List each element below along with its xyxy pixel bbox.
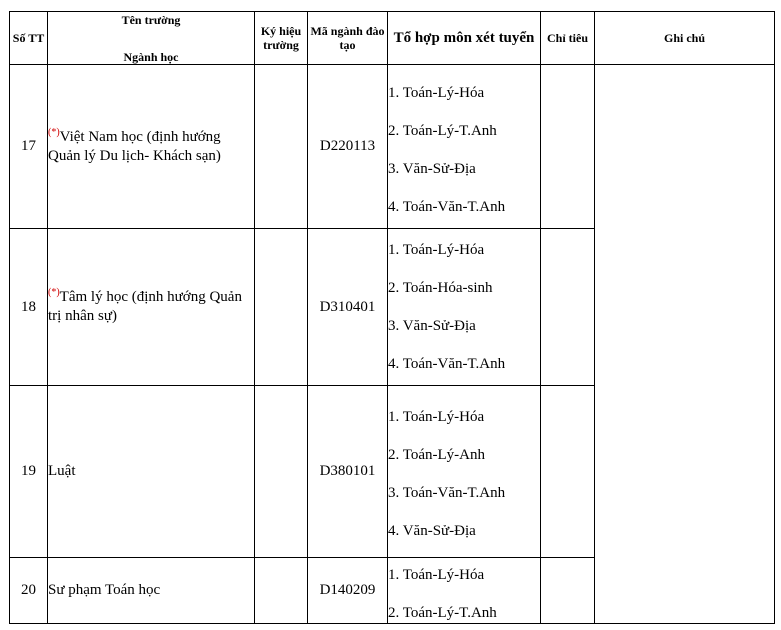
- combination-item: 3. Văn-Sử-Địa: [388, 160, 476, 177]
- header-quota: Chỉ tiêu: [541, 12, 595, 65]
- combination-item: 3. Văn-Sử-Địa: [388, 317, 476, 334]
- header-school-code: Ký hiệu trường: [255, 12, 308, 65]
- header-note: Ghi chú: [595, 12, 775, 65]
- combination-item: 2. Toán-Hóa-sinh: [388, 279, 493, 296]
- asterisk-mark: (*): [48, 126, 60, 138]
- combination-cell: [388, 65, 541, 229]
- combination-item: 1. Toán-Lý-Hóa: [388, 566, 485, 583]
- combination-item: 4. Toán-Văn-T.Anh: [388, 198, 506, 215]
- combination-cell: [388, 229, 541, 386]
- admissions-table: [9, 11, 775, 624]
- major-code: D140209: [308, 558, 388, 624]
- school-code-cell: [255, 558, 308, 624]
- combination-cell: [388, 386, 541, 558]
- quota-cell: [541, 558, 595, 624]
- header-school-name: Tên trường: [121, 13, 181, 27]
- combination-item: 1. Toán-Lý-Hóa: [388, 84, 485, 101]
- school-code-cell: [255, 65, 308, 229]
- major-code: D310401: [308, 229, 388, 386]
- quota-cell: [541, 65, 595, 229]
- combination-item: 1. Toán-Lý-Hóa: [388, 241, 485, 258]
- row-number: 18: [10, 229, 48, 386]
- note-cell: [595, 65, 775, 624]
- header-name: [48, 12, 255, 65]
- major-name-cell: [48, 558, 255, 624]
- school-code-cell: [255, 229, 308, 386]
- combination-cell: [388, 558, 541, 624]
- combination-item: 3. Toán-Văn-T.Anh: [388, 485, 506, 501]
- major-name: Sư phạm Toán học: [48, 582, 161, 598]
- major-name: Việt Nam học (định hướng Quản lý Du lịch- Khách sạn): [48, 128, 221, 164]
- combination-item: 2. Toán-Lý-T.Anh: [388, 604, 497, 621]
- row-number: 17: [10, 65, 48, 229]
- asterisk-mark: (*): [48, 287, 60, 298]
- major-name: Tâm lý học (định hướng Quản trị nhân sự): [48, 289, 242, 324]
- quota-cell: [541, 386, 595, 558]
- header-major-code: Mã ngành đào tạo: [308, 12, 388, 65]
- combination-item: 4. Toán-Văn-T.Anh: [388, 355, 506, 372]
- header-major-name: Ngành học: [123, 50, 179, 64]
- header-combination: Tổ hợp môn xét tuyển: [388, 12, 541, 65]
- major-name-cell: [48, 386, 255, 558]
- row-number: 20: [10, 558, 48, 624]
- major-name-cell: [48, 229, 255, 386]
- combination-item: 2. Toán-Lý-T.Anh: [388, 122, 497, 139]
- major-code: D380101: [308, 386, 388, 558]
- row-number: 19: [10, 386, 48, 558]
- combination-item: 4. Văn-Sử-Địa: [388, 523, 476, 539]
- school-code-cell: [255, 386, 308, 558]
- major-code: D220113: [308, 65, 388, 229]
- header-row: [10, 12, 775, 65]
- combination-item: 1. Toán-Lý-Hóa: [388, 409, 485, 425]
- combination-item: 2. Toán-Lý-Anh: [388, 447, 485, 463]
- header-no: Số TT: [10, 12, 48, 65]
- major-name: Luật: [48, 463, 76, 479]
- quota-cell: [541, 229, 595, 386]
- table-row: [10, 65, 775, 229]
- major-name-cell: [48, 65, 255, 229]
